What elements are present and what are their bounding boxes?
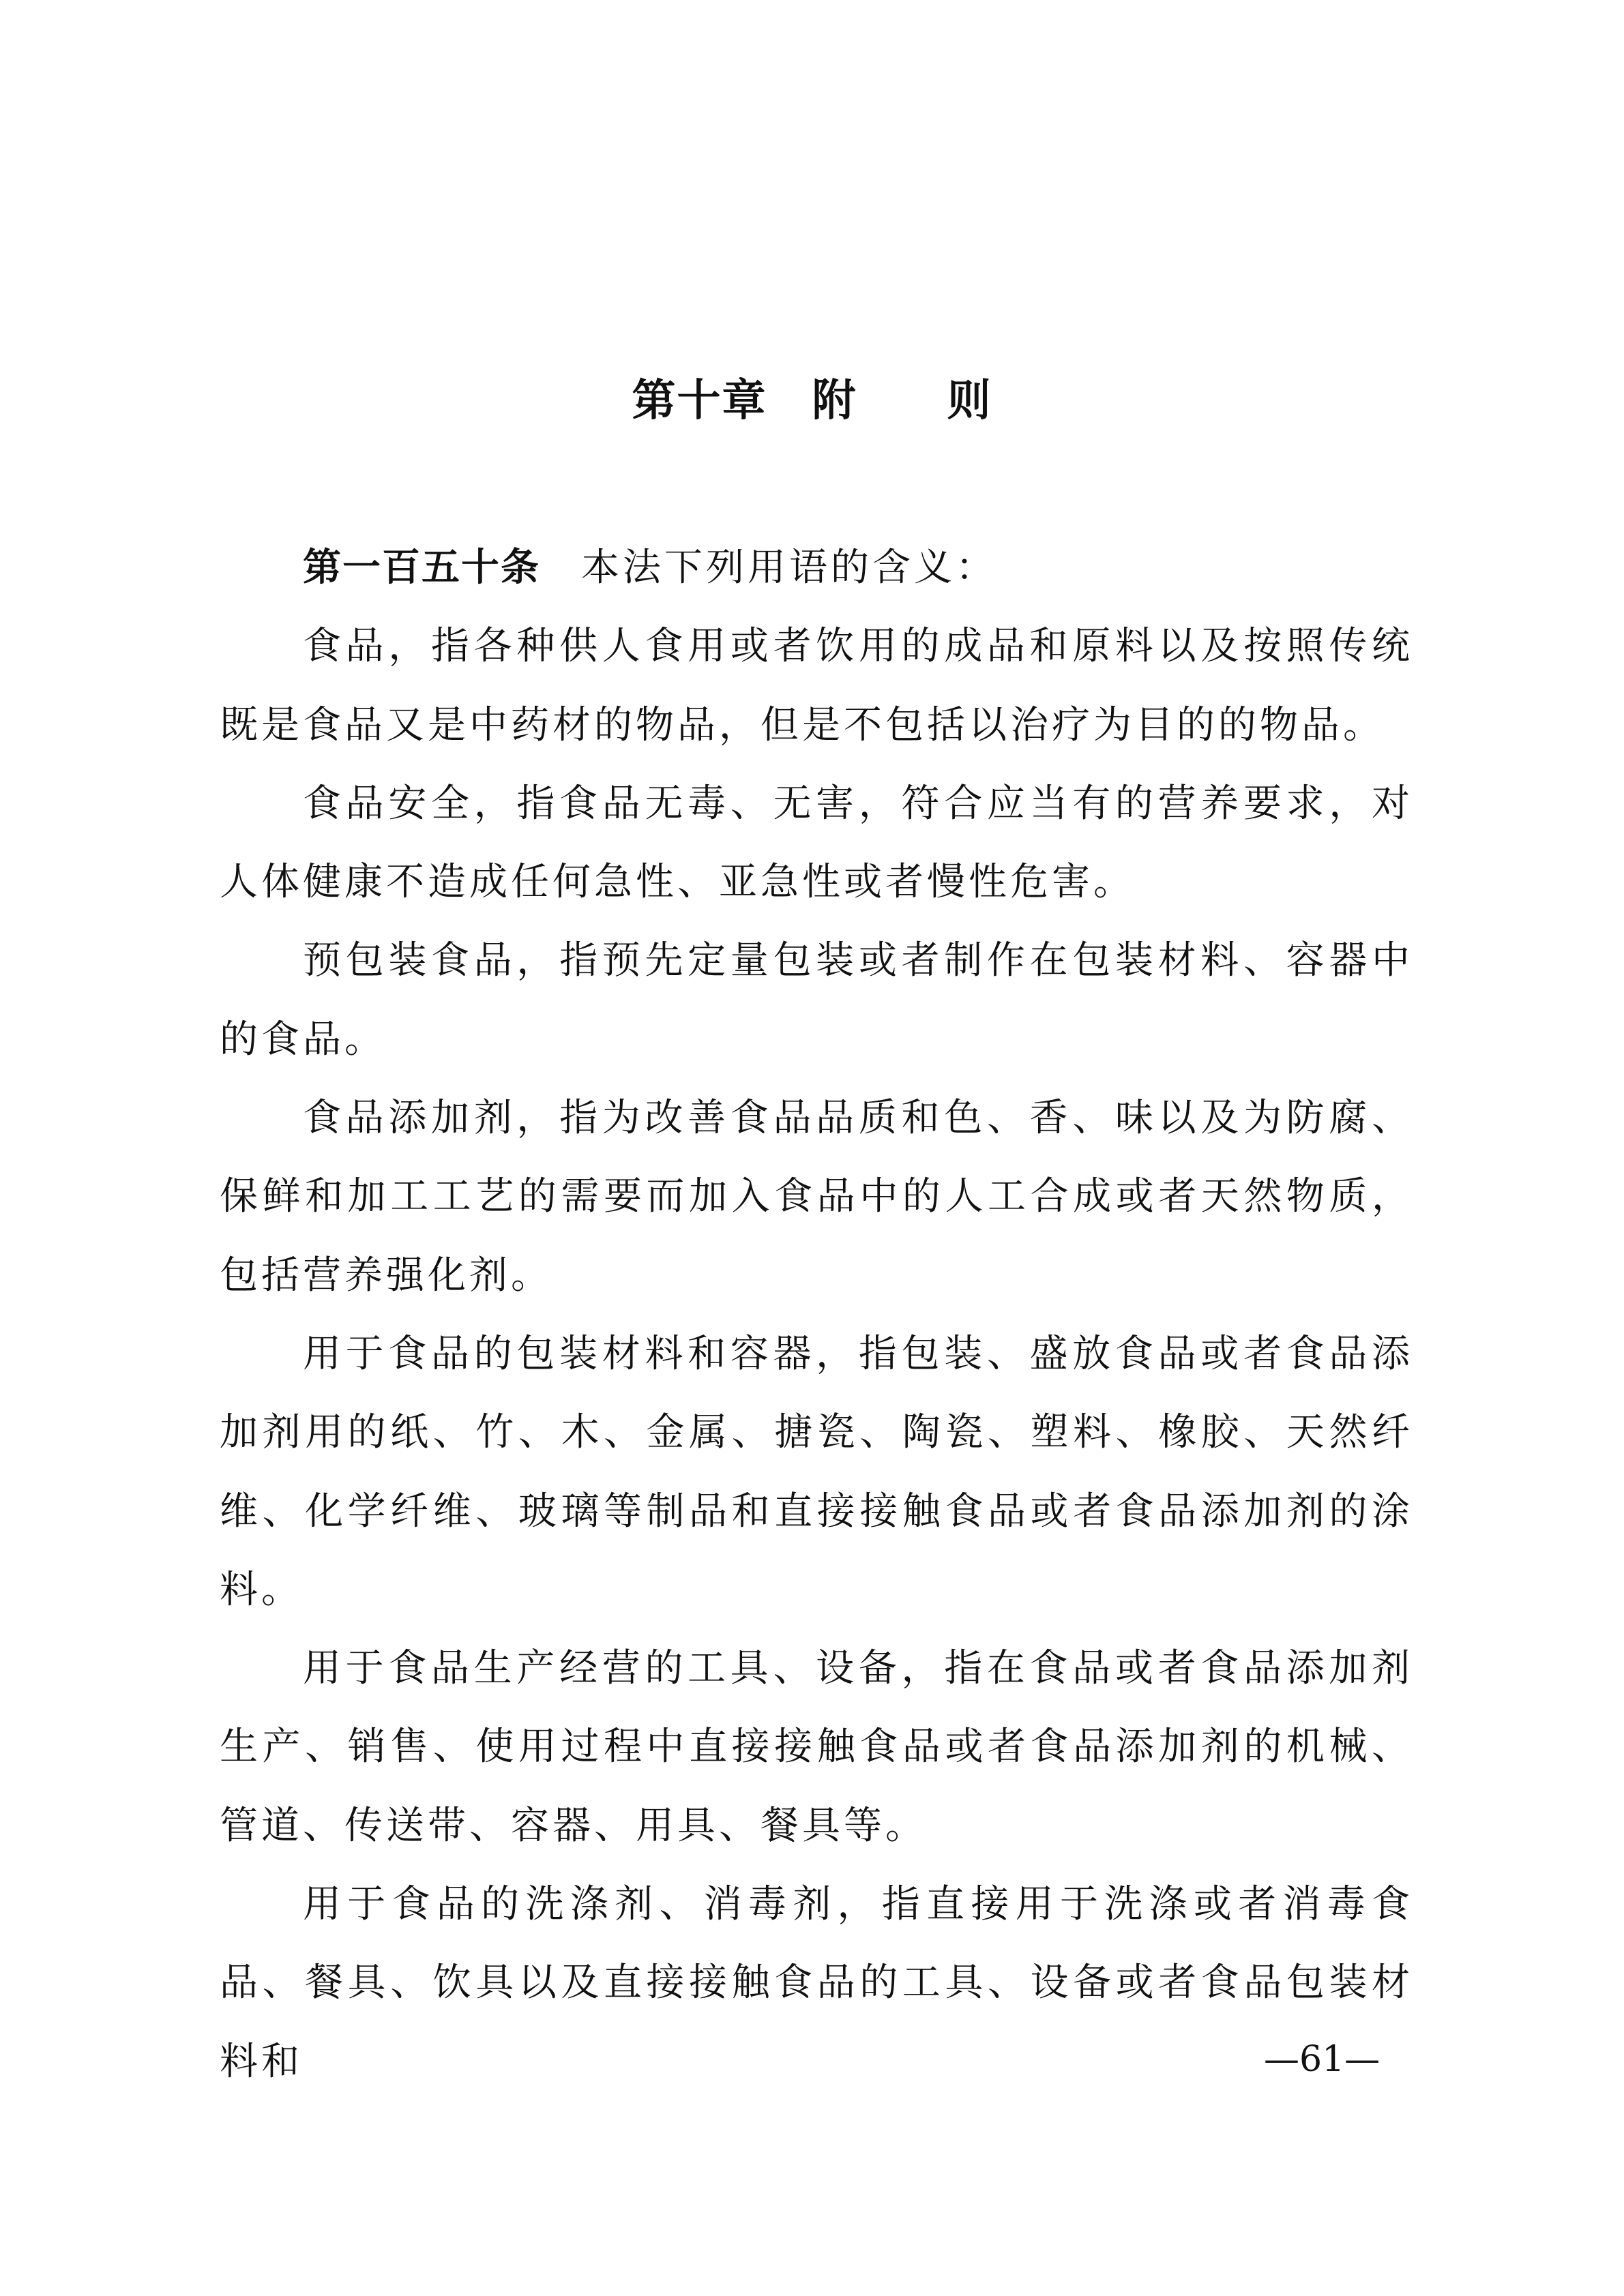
definition-food-additive: 食品添加剂，指为改善食品品质和色、香、味以及为防腐、保鲜和加工工艺的需要而加入食品中的人工合成或者天然物质，包括营养强化剂。 — [220, 1096, 1413, 1298]
definition-packaging-materials: 用于食品的包装材料和容器，指包装、盛放食品或者食品添加剂用的纸、竹、木、金属、搪瓷、陶瓷、塑料、橡胶、天然纤维、化学纤维、玻璃等制品和直接接触食品或者食品添加剂的涂料。 — [220, 1331, 1413, 1612]
definition-prepackaged-food: 预包装食品，指预先定量包装或者制作在包装材料、容器中的食品。 — [220, 938, 1413, 1062]
page-number: —61— — [1264, 2039, 1381, 2080]
definition-tools-equipment: 用于食品生产经营的工具、设备，指在食品或者食品添加剂生产、销售、使用过程中直接接触食品或者食品添加剂的机械、管道、传送带、容器、用具、餐具等。 — [220, 1646, 1413, 1848]
chapter-title: 第十章 附 则 — [632, 376, 992, 426]
article-intro: 本法下列用语的含义： — [581, 546, 997, 590]
article-body — [220, 528, 1413, 2101]
article-number: 第一百五十条 — [303, 546, 540, 590]
definition-detergents-disinfectants: 用于食品的洗涤剂、消毒剂，指直接用于洗涤或者消毒食品、餐具、饮具以及直接接触食品的工具、设备或者食品包装材料和 — [220, 1882, 1413, 2084]
definition-food-safety: 食品安全，指食品无毒、无害，符合应当有的营养要求，对人体健康不造成任何急性、亚急性或者慢性危害。 — [220, 781, 1413, 905]
article-heading-paragraph — [220, 528, 1413, 607]
definition-food: 食品，指各种供人食用或者饮用的成品和原料以及按照传统既是食品又是中药材的物品，但是不包括以治疗为目的的物品。 — [220, 624, 1413, 747]
